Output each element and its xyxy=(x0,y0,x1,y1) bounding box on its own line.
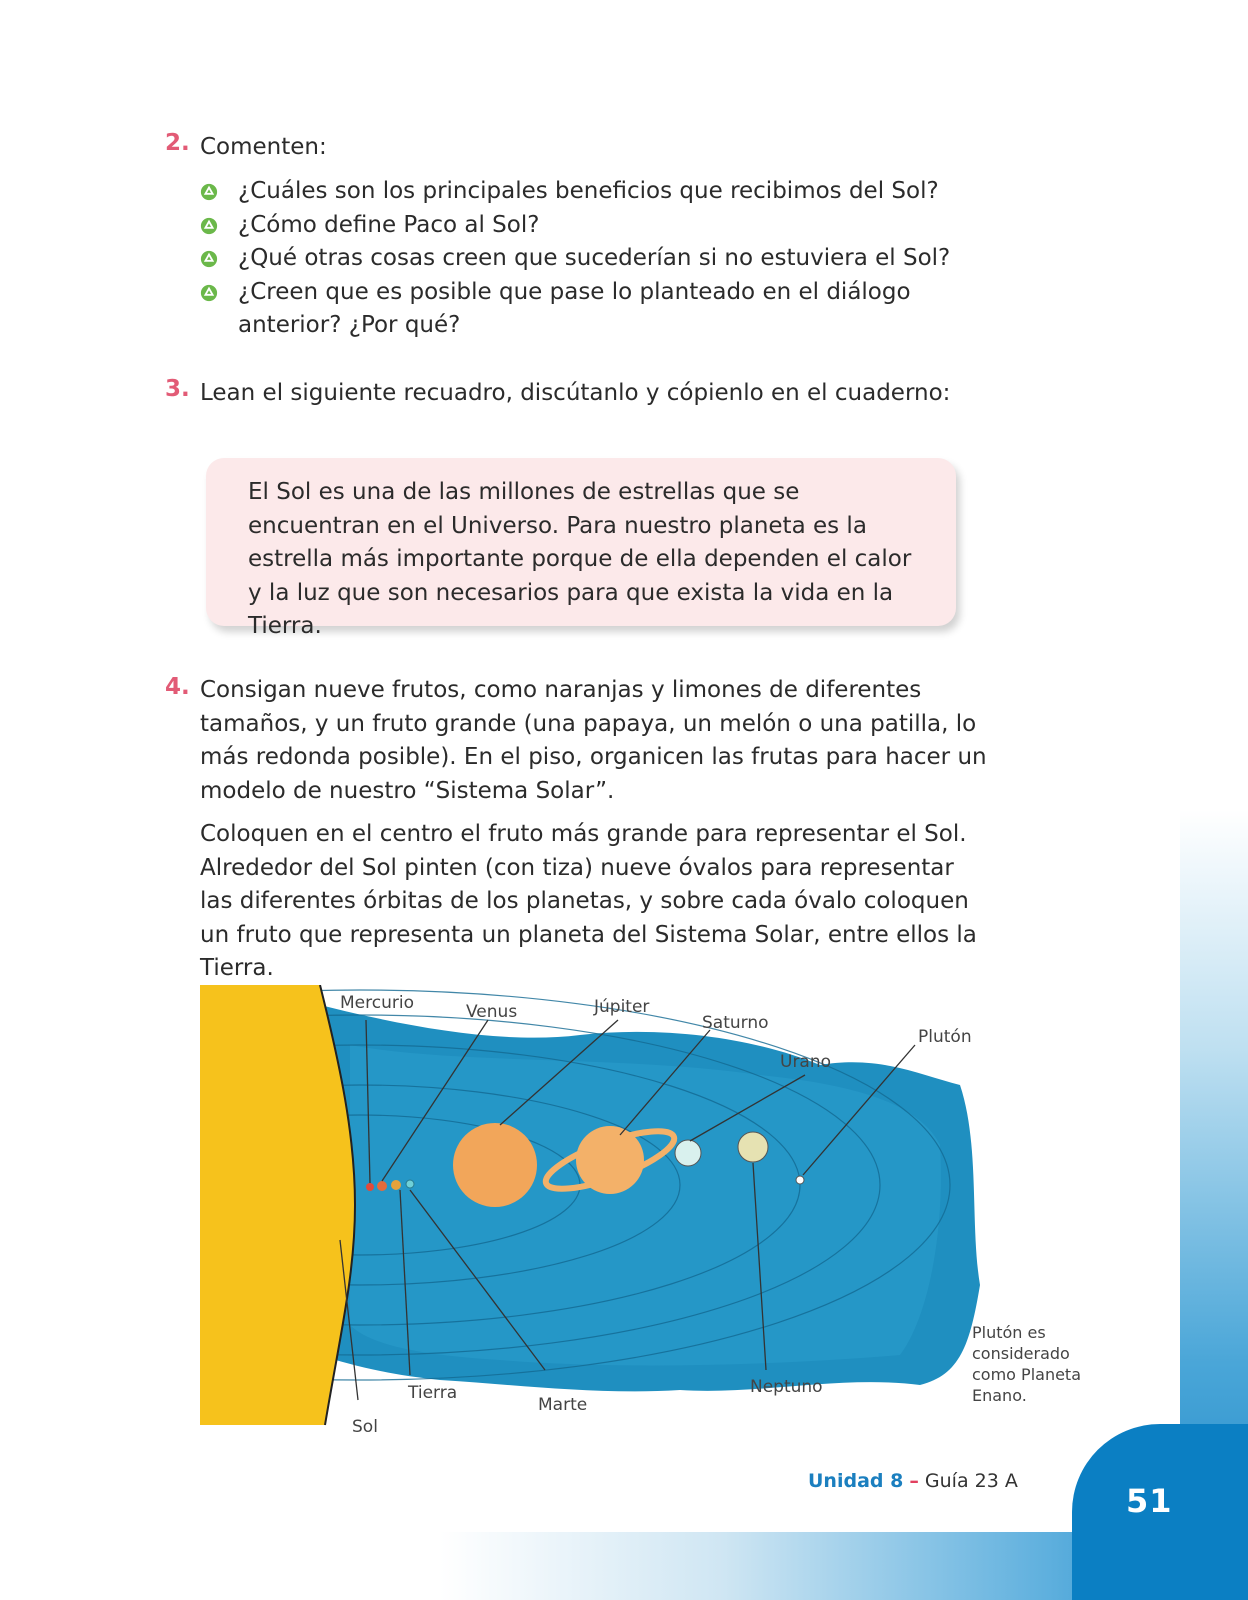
bullet-text: ¿Cuáles son los principales beneficios que recibimos del Sol? xyxy=(238,178,939,204)
space-background-wash xyxy=(350,1045,941,1365)
venus-label: Venus xyxy=(466,1002,518,1022)
question-4-paragraph-1: Consigan nueve frutos, como naranjas y limones de diferentes tamaños, y un fruto grande (una papaya, un melón o una patilla, lo más redonda posible). En el piso, organicen las frutas para hacer un modelo de nuestro “Sistema Solar”. xyxy=(200,677,987,804)
neptune-planet xyxy=(738,1132,768,1162)
info-box xyxy=(206,458,956,639)
venus-planet xyxy=(377,1181,387,1191)
question-3-text: Lean el siguiente recuadro, discútanlo y cópienlo en el cuaderno: xyxy=(200,380,951,406)
question-2-number: 2. xyxy=(165,130,190,156)
mercury-planet xyxy=(366,1183,374,1191)
footer xyxy=(808,1470,1018,1492)
solar-system-drawing xyxy=(200,985,1100,1445)
footer-guia: Guía 23 A xyxy=(924,1470,1018,1492)
saturn-planet xyxy=(576,1126,644,1194)
pluto-planet xyxy=(796,1176,804,1184)
jupiter-label: Júpiter xyxy=(594,997,650,1017)
sun xyxy=(200,985,355,1425)
question-3-number: 3. xyxy=(165,376,190,402)
info-box-text: El Sol es una de las millones de estrellas que se encuentran en el Universo. Para nuestro planeta es la estrella más importante porque de ella dependen el calor y la luz que son necesarios para que exista la vida en la Tierra. xyxy=(248,479,912,639)
pluton-label: Plutón xyxy=(918,1027,972,1047)
bullet-text: ¿Cómo define Paco al Sol? xyxy=(238,211,540,238)
page-number: 51 xyxy=(1126,1482,1173,1520)
bullet-text: ¿Creen que es posible que pase lo planteado en el diálogo anterior? ¿Por qué? xyxy=(238,278,911,338)
tierra-label: Tierra xyxy=(408,1383,458,1403)
recycle-icon xyxy=(200,284,218,302)
pluto-note: Plutón es considerado como Planeta Enano. xyxy=(972,1323,1082,1405)
question-2-bullet-list xyxy=(200,175,998,343)
recycle-icon xyxy=(200,183,218,201)
footer-unidad: Unidad 8 xyxy=(808,1470,904,1492)
list-item xyxy=(200,276,998,343)
neptuno-label: Neptuno xyxy=(750,1377,823,1397)
solar-system-illustration xyxy=(200,985,1100,1445)
uranus-planet xyxy=(675,1140,701,1166)
list-item xyxy=(200,209,998,243)
urano-label: Urano xyxy=(780,1052,832,1072)
question-4-number: 4. xyxy=(165,674,190,700)
recycle-icon xyxy=(200,250,218,268)
question-4-paragraph-2: Coloquen en el centro el fruto más grande para representar el Sol. Alrededor del Sol pinten (con tiza) nueve óvalos para representar las diferentes órbitas de los planetas, y sobre cada óvalo coloquen un fruto que representa un planeta del Sistema Solar, entre ellos la Tierra. xyxy=(200,821,977,981)
list-item xyxy=(200,242,998,276)
footer-separator: – xyxy=(909,1470,919,1492)
sol-label: Sol xyxy=(352,1417,378,1437)
bullet-text: ¿Qué otras cosas creen que sucederían si no estuviera el Sol? xyxy=(238,245,951,271)
jupiter-planet xyxy=(453,1123,537,1207)
question-2-title: Comenten: xyxy=(200,134,327,160)
earth-planet xyxy=(391,1180,401,1190)
marte-label: Marte xyxy=(538,1395,588,1415)
mars-planet xyxy=(406,1180,414,1188)
saturno-label: Saturno xyxy=(702,1013,769,1033)
mercurio-label: Mercurio xyxy=(340,993,414,1013)
list-item xyxy=(200,175,998,209)
recycle-icon xyxy=(200,217,218,235)
